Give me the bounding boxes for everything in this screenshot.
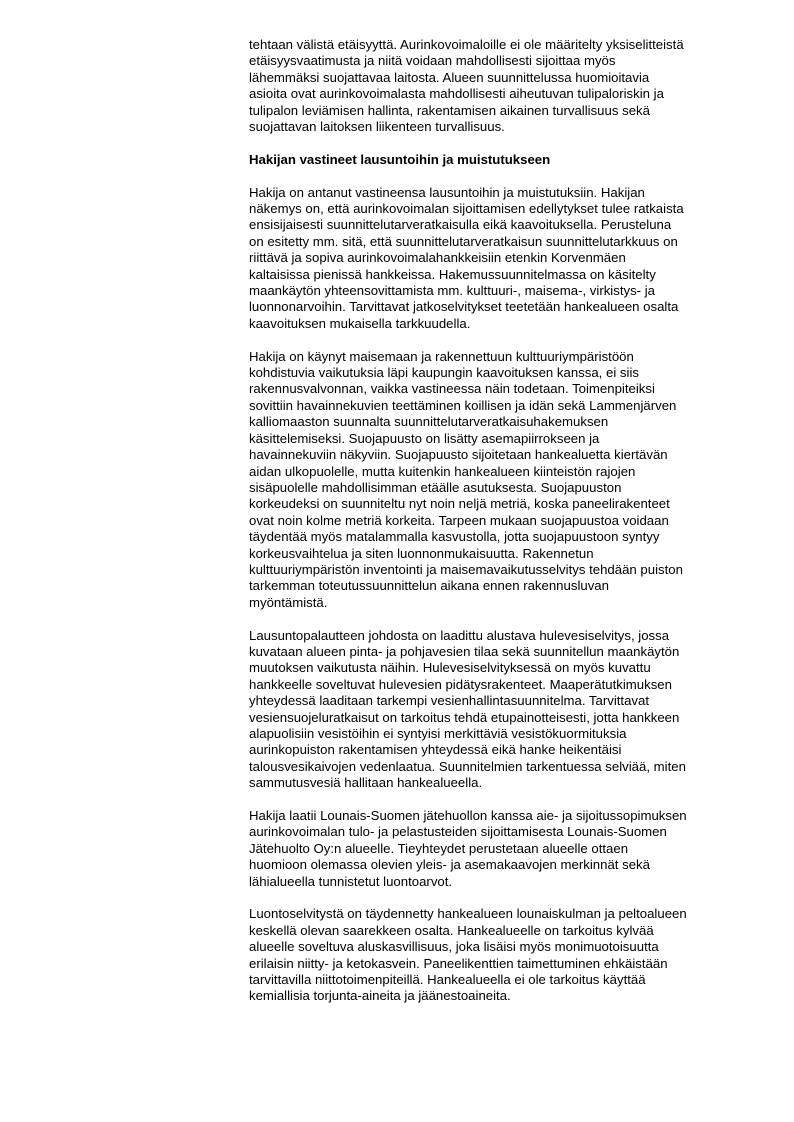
text-line: kemiallisia torjunta-aineita ja jäänestoaineita. [249, 988, 511, 1004]
text-line: tulipalon leviämisen hallinta, rakentamisen aikainen turvallisuus sekä [249, 102, 650, 118]
text-line: yhteydessä laaditaan tarkempi vesienhallintasuunnitelma. Tarvittavat [249, 693, 650, 709]
text-line: erilaisin niitty- ja ketokasvein. Paneelikenttien taimettuminen ehkäistään [249, 955, 668, 971]
intro-paragraph [249, 37, 747, 135]
text-line: Lausuntopalautteen johdosta on laadittu alustava hulevesiselvitys, jossa [249, 627, 670, 643]
text-line: talousvesikaivojen vedenlaatua. Suunnitelmien tarkentuessa selviää, miten [249, 758, 686, 774]
paragraph-landscape-impacts [249, 349, 747, 612]
text-line: sovittiin havainnekuvien teettäminen koillisen ja idän sekä Lammenjärven [249, 397, 677, 413]
text-line: korkeusvaihtelua ja siten luonnonmukaisuutta. Rakennetun [249, 545, 594, 561]
text-line: Luontoselvitystä on täydennetty hankealueen lounaiskulman ja peltoalueen [249, 906, 687, 922]
text-line: asioita ovat aurinkovoimalasta mahdollisesti aiheutuvan tulipaloriskin ja [249, 86, 664, 102]
text-line: riittävä ja sopiva aurinkovoimalahankkeisiin etenkin Korvenmäen [249, 250, 626, 266]
text-line: tehtaan välistä etäisyyttä. Aurinkovoimaloille ei ole määritelty yksiselitteistä [249, 37, 684, 52]
text-line: myöntämistä. [249, 594, 328, 610]
text-line: rakennusvalvonnan, vaikka vastineessa näin todetaan. Toimenpiteiksi [249, 381, 655, 397]
text-line: kuvataan alueen pinta- ja pohjavesien tilaa sekä suunnitellun maankäytön [249, 643, 680, 659]
text-line: Hakija on antanut vastineensa lausuntoihin ja muistutuksiin. Hakijan [249, 184, 645, 200]
text-line: huomioon olemassa olevien yleis- ja asemakaavojen merkinnät sekä [249, 857, 650, 873]
text-line: havainnekuviin näkyviin. Suojapuusto sijoitetaan hankealuetta kiertävän [249, 447, 668, 463]
text-line: kohdistuvia vaikutuksia läpi kaupungin kaavoituksen kanssa, ei siis [249, 365, 639, 381]
text-line: täydentää myös matalammalla kasvustolla, jotta suojapuustoon syntyy [249, 529, 660, 545]
text-line: Hakija on käynyt maisemaan ja rakennettuun kulttuuriympäristöön [249, 348, 634, 364]
text-line: ovat noin kolme metriä korkeita. Tarpeen mukaan suojapuustoa voidaan [249, 512, 669, 528]
document-body [249, 37, 747, 1021]
text-line: aidan ulkopuolelle, mutta kuitenkin hankealueen kiinteistön rajojen [249, 463, 636, 479]
text-line: luonnonarvoihin. Tarvittavat jatkoselvitykset teetetään hankealueen osalta [249, 299, 679, 315]
text-line: etäisyysvaatimusta ja niitä voidaan mahdollisesti sijoittaa myös [249, 53, 616, 69]
text-line: Jätehuolto Oy:n alueelle. Tieyhteydet perustetaan alueelle ottaen [249, 840, 629, 856]
text-line: alueelle soveltuva aluskasvillisuus, joka lisäisi myös monimuotoisuutta [249, 939, 659, 955]
text-line: vesiensuojeluratkaisut on tarkoitus tehdä etupainotteisesti, jotta hankkeen [249, 709, 680, 725]
text-line: kaltaisissa pienissä hankkeissa. Hakemussuunnitelmassa on käsitelty [249, 266, 656, 282]
text-line: lähialueella tunnistetut luontoarvot. [249, 873, 453, 889]
text-line: muutoksen vaikutusta näihin. Hulevesiselvityksessä on myös kuvattu [249, 660, 651, 676]
text-line: kalliomaaston suunnalta suunnittelutarveratkaisuhakemuksen [249, 414, 609, 430]
paragraph-nature-survey [249, 906, 747, 1004]
text-line: on esitetty mm. sitä, että suunnittelutarveratkaisun suunnittelutarkkuus on [249, 233, 678, 249]
paragraph-applicant-responses [249, 185, 747, 333]
text-line: käsittelemiseksi. Suojapuusto on lisätty asemapiirrokseen ja [249, 430, 600, 446]
text-line: kulttuuriympäristön inventointi ja maisemavaikutusselvitys tehdään puiston [249, 561, 683, 577]
text-line: sisäpuolelle mahdollisimman etäälle asutuksesta. Suojapuuston [249, 479, 622, 495]
text-line: korkeudeksi on suunniteltu nyt noin neljä metriä, koska paneelirakenteet [249, 496, 670, 512]
text-line: alapuolisiin vesistöihin ei syntyisi merkittäviä vesistökuormituksia [249, 726, 627, 741]
text-line: tarvittavilla niittotoimenpiteillä. Hankealueella ei ole tarkoitus käyttää [249, 972, 646, 988]
text-line: sammutusvesiä hallitaan hankealueella. [249, 775, 483, 791]
text-line: aurinkovoimalan tulo- ja pelastusteiden sijoittamisesta Lounais-Suomen [249, 824, 667, 840]
text-line: lähemmäksi suojattavaa laitosta. Alueen suunnittelussa huomioitavia [249, 69, 650, 85]
text-line: tarkemman toteutussuunnittelun aikana ennen rakennusluvan [249, 578, 609, 594]
text-line: hankkeelle soveltuvat hulevesien pidätysrakenteet. Maaperätutkimuksen [249, 676, 672, 692]
text-line: keskellä olevan saarekkeen osalta. Hankealueelle on tarkoitus kylvää [249, 922, 654, 938]
paragraph-stormwater [249, 628, 747, 792]
section-heading: Hakijan vastineet lausuntoihin ja muistutukseen [249, 151, 551, 167]
text-line: aurinkopuiston rakentamisen yhteydessä eikä hanke heikentäisi [249, 742, 622, 758]
text-line: suojattavan laitoksen liikenteen turvallisuus. [249, 119, 505, 135]
paragraph-waste-management [249, 808, 747, 890]
text-line: maankäytön yhteensovittamista mm. kulttuuri-, maisema-, virkistys- ja [249, 283, 655, 299]
text-line: kaavoituksen mukaisella tarkkuudella. [249, 315, 471, 331]
text-line: Hakija laatii Lounais-Suomen jätehuollon kanssa aie- ja sijoitussopimuksen [249, 808, 687, 824]
text-line: näkemys on, että aurinkovoimalan sijoittamisen edellytykset tulee ratkaista [249, 201, 684, 217]
text-line: ensisijaisesti suunnittelutarveratkaisulla eikä kaavoituksella. Perusteluna [249, 217, 672, 233]
